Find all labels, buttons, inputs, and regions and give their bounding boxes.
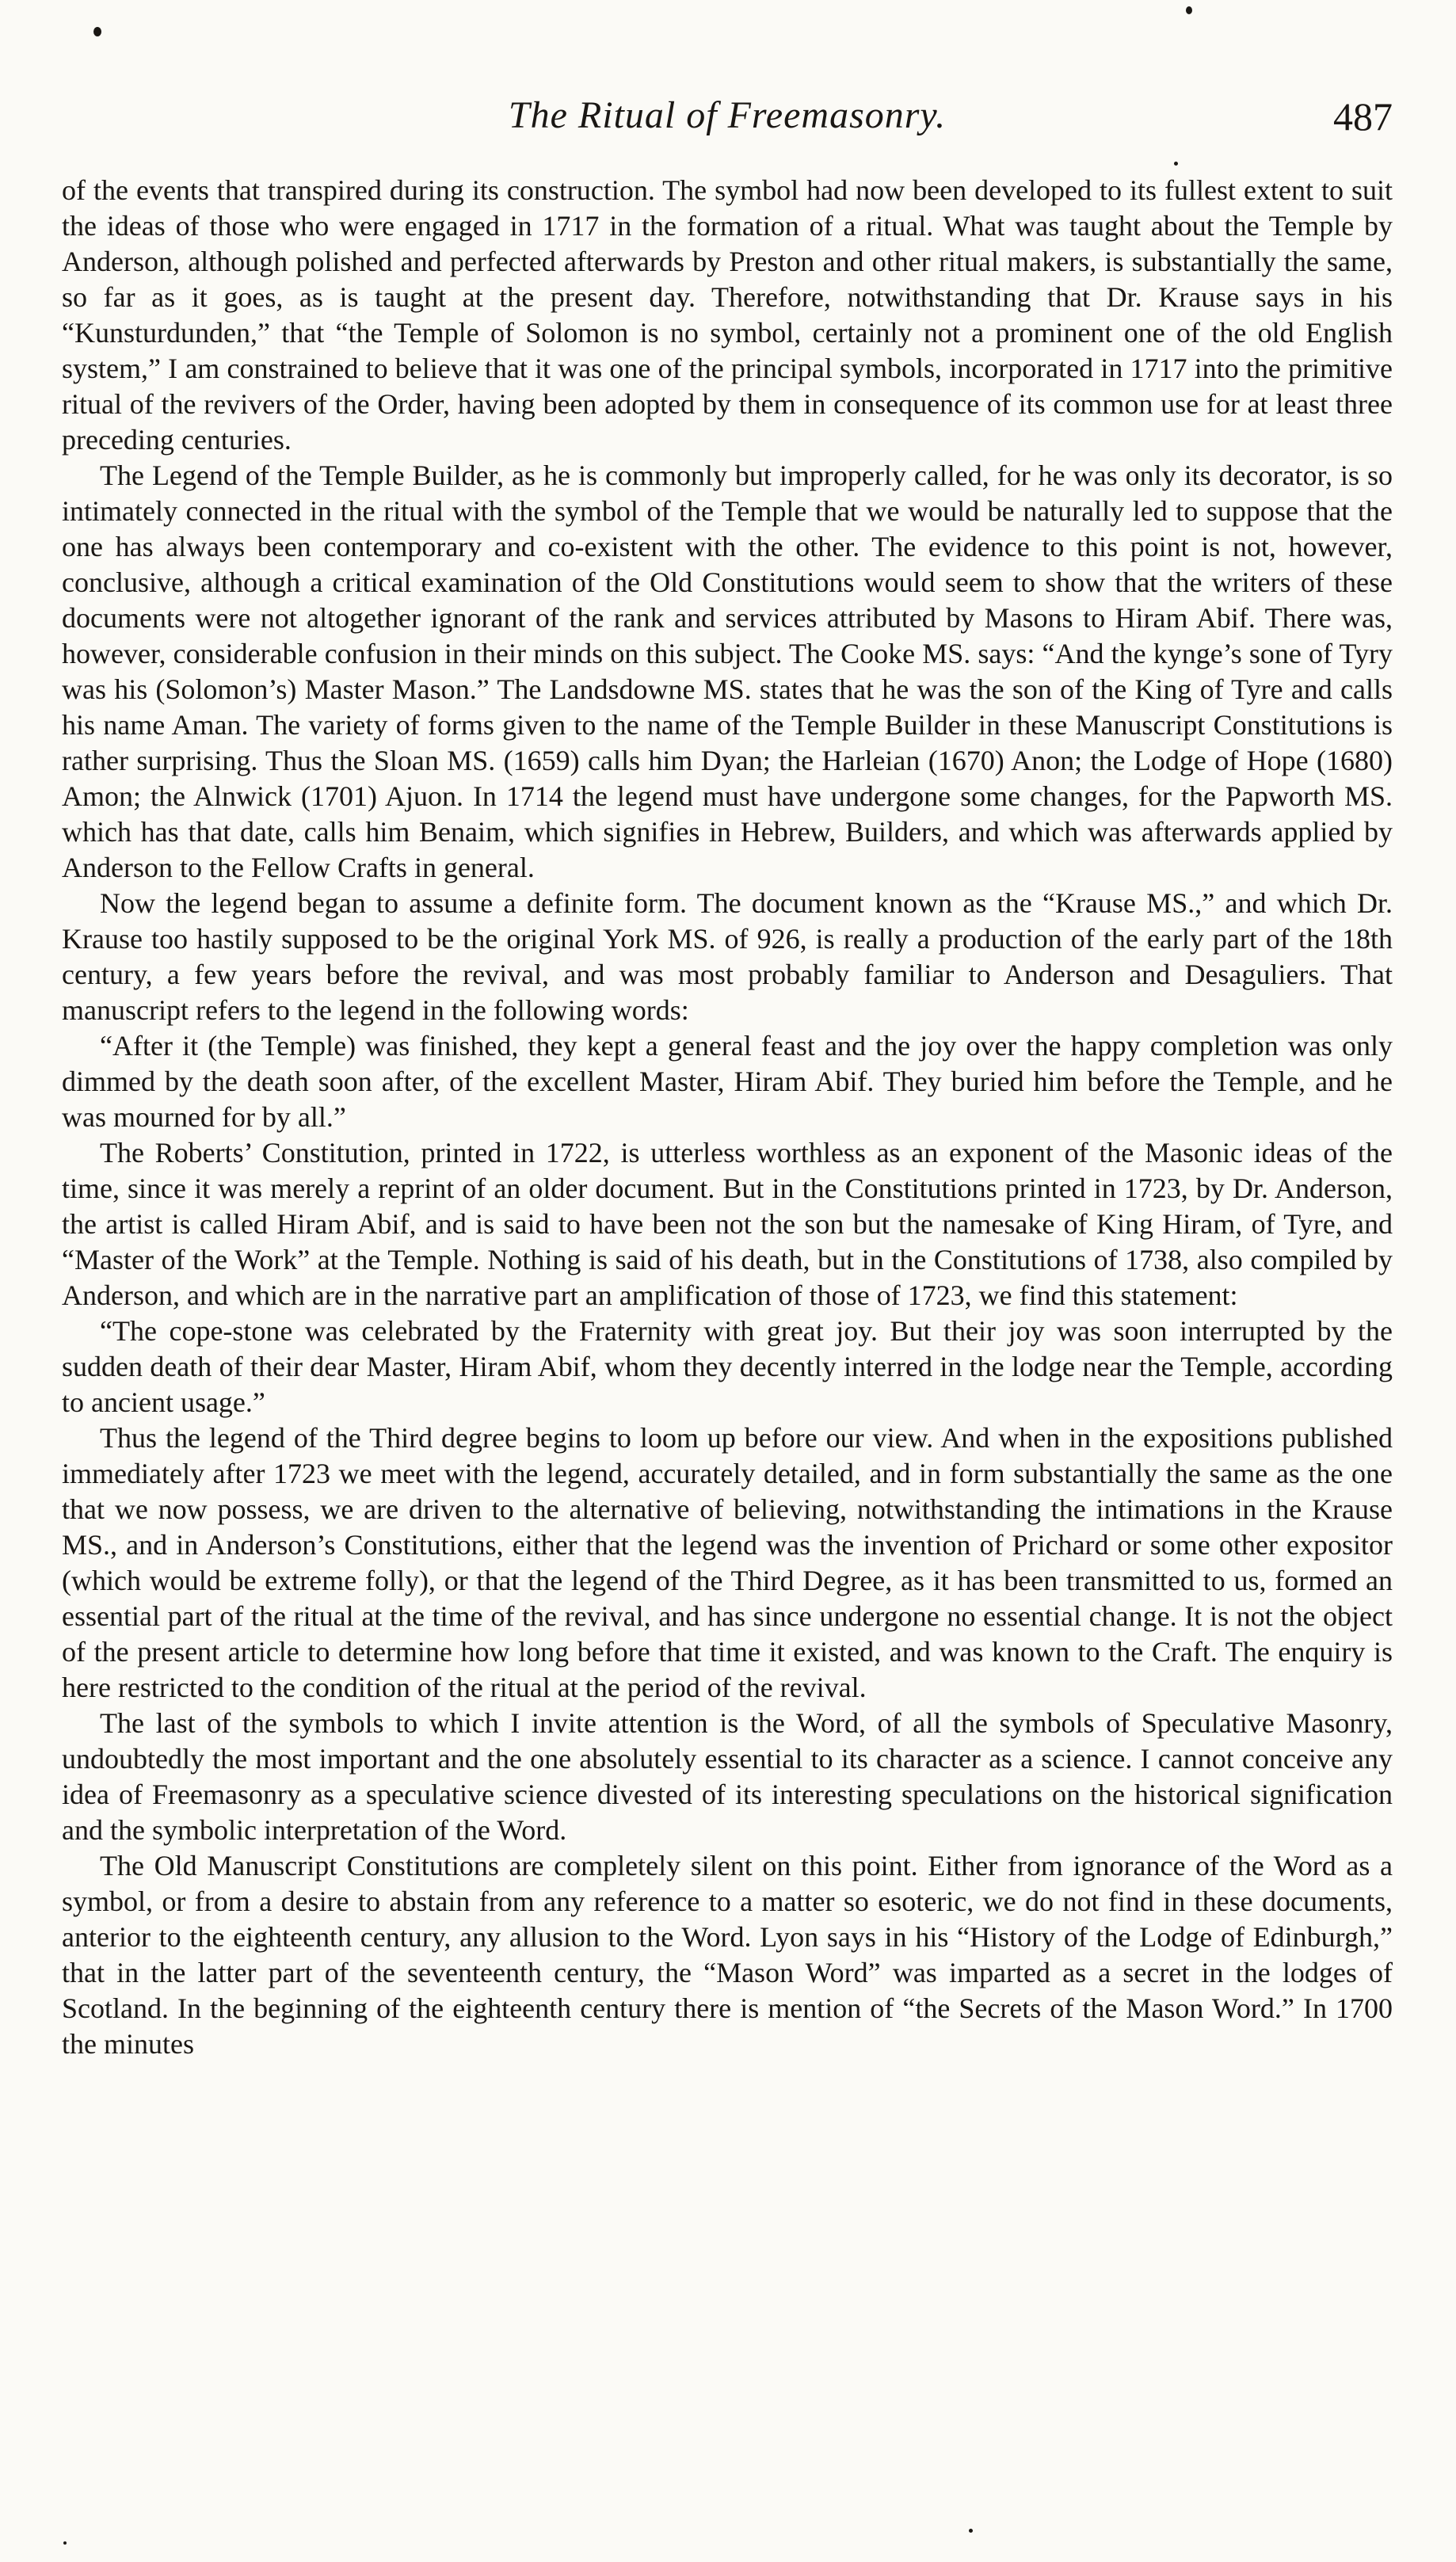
- body-text: [62, 173, 1393, 2062]
- paragraph: The Legend of the Temple Builder, as he is commonly but improperly called, for he was only its decorator, is so intimately connected in the ritual with the symbol of the Temple that we would be naturally led to suppose that the one has always been contemporary and co-existent with the other. The evidence to this point is not, however, conclusive, although a critical examination of the Old Constitutions would seem to show that the writers of these documents were not altogether ignorant of the rank and services attributed by Masons to Hiram Abif. There was, however, considerable confusion in their minds on this subject. The Cooke MS. says: “And the kynge’s sone of Tyry was his (Solomon’s) Master Mason.” The Landsdowne MS. states that he was the son of the King of Tyre and calls his name Aman. The variety of forms given to the name of the Temple Builder in these Manuscript Constitutions is rather surprising. Thus the Sloan MS. (1659) calls him Dyan; the Harleian (1670) Anon; the Lodge of Hope (1680) Amon; the Alnwick (1701) Ajuon. In 1714 the legend must have undergone some changes, for the Papworth MS. which has that date, calls him Benaim, which signifies in Hebrew, Builders, and which was afterwards applied by Anderson to the Fellow Crafts in general.: [62, 459, 1393, 883]
- running-title: The Ritual of Freemasonry.: [508, 94, 947, 136]
- quotation: “After it (the Temple) was finished, they kept a general feast and the joy over the happy completion was only dimmed by the death soon after, of the excellent Master, Hiram Abif. They buried him before the Temple, and he was mourned for by all.”: [62, 1030, 1393, 1133]
- paragraph: The last of the symbols to which I invite attention is the Word, of all the symbols of Speculative Masonry, undoubtedly the most important and the one absolutely essential to its character as a science. I cannot conceive any idea of Freemasonry as a speculative science divested of its interesting speculations on the historical signification and the symbolic interpretation of the Word.: [62, 1707, 1393, 1846]
- paragraph: of the events that transpired during its construction. The symbol had now been developed to its fullest extent to suit the ideas of those who were engaged in 1717 in the formation of a ritual. What was taught about the Temple by Anderson, although polished and perfected afterwards by Preston and other ritual makers, is substantially the same, so far as it goes, as is taught at the present day. Therefore, notwithstanding that Dr. Krause says in his “Kunsturdunden,” that “the Temple of Solomon is no symbol, certainly not a prominent one of the old English system,” I am constrained to believe that it was one of the principal symbols, incorporated in 1717 into the primitive ritual of the revivers of the Order, having been adopted by them in consequence of its common use for at least three preceding centuries.: [62, 174, 1393, 456]
- paragraph: Now the legend began to assume a definite form. The document known as the “Krause MS.,” and which Dr. Krause too hastily supposed to be the original York MS. of 926, is really a production of the early part of the 18th century, a few years before the revival, and was most probably familiar to Anderson and Desaguliers. That manuscript refers to the legend in the following words:: [62, 887, 1393, 1026]
- paragraph: Thus the legend of the Third degree begins to loom up before our view. And when in the expositions published immediately after 1723 we meet with the legend, accurately detailed, and in form substantially the same as the one that we now possess, we are driven to the alternative of believing, notwithstanding the intimations in the Krause MS., and in Anderson’s Constitutions, either that the legend was the invention of Prichard or some other expositor (which would be extreme folly), or that the legend of the Third Degree, as it has been transmitted to us, formed an essential part of the ritual at the time of the revival, and has since undergone no essential change. It is not the object of the present article to determine how long before that time it existed, and was known to the Craft. The enquiry is here restricted to the condition of the ritual at the period of the revival.: [62, 1422, 1393, 1703]
- print-speck: [63, 2541, 67, 2545]
- print-speck: [1186, 6, 1192, 14]
- print-speck: [969, 2529, 973, 2533]
- quotation: “The cope-stone was celebrated by the Fraternity with great joy. But their joy was soon interrupted by the sudden death of their dear Master, Hiram Abif, whom they decently interred in the lodge near the Temple, according to ancient usage.”: [62, 1315, 1393, 1418]
- page-number: 487: [1333, 94, 1393, 139]
- page-header: [62, 93, 1393, 157]
- paragraph: The Roberts’ Constitution, printed in 1722, is utterless worthless as an exponent of the Masonic ideas of the time, since it was merely a reprint of an older document. But in the Constitutions printed in 1723, by Dr. Anderson, the artist is called Hiram Abif, and is said to have been not the son but the namesake of King Hiram, of Tyre, and “Master of the Work” at the Temple. Nothing is said of his death, but in the Constitutions of 1738, also compiled by Anderson, and which are in the narrative part an amplification of those of 1723, we find this statement:: [62, 1137, 1393, 1311]
- print-speck: [93, 27, 101, 36]
- print-speck: [1174, 162, 1178, 166]
- paragraph: The Old Manuscript Constitutions are completely silent on this point. Either from ignorance of the Word as a symbol, or from a desire to abstain from any reference to a matter so esoteric, we do not find in these documents, anterior to the eighteenth century, any allusion to the Word. Lyon says in his “History of the Lodge of Edinburgh,” that in the latter part of the seventeenth century, the “Mason Word” was imparted as a secret in the lodges of Scotland. In the beginning of the eighteenth century there is mention of “the Secrets of the Mason Word.” In 1700 the minutes: [62, 1850, 1393, 2060]
